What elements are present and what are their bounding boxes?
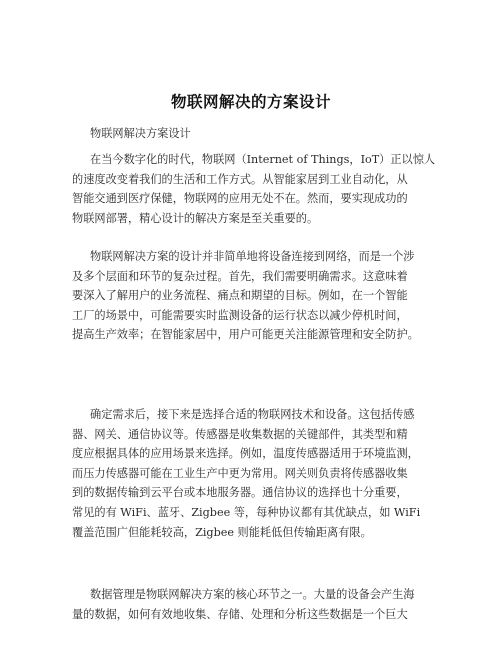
- document-subtitle: 物联网解决方案设计: [90, 127, 191, 140]
- paragraph-line: 的速度改变着我们的生活和工作方式。从智能家居到工业自动化，从: [72, 172, 408, 186]
- paragraph-2: [72, 247, 452, 345]
- paragraph-line: 物联网部署，精心设计的解决方案是至关重要的。: [72, 211, 319, 225]
- paragraph-line: 覆盖范围广但能耗较高，Zigbee 则能耗低但传输距离有限。: [72, 525, 372, 539]
- paragraph-line: 确定需求后，接下来是选择合适的物联网技术和设备。这包括传感: [90, 408, 415, 421]
- paragraph-line: 要深入了解用户的业务流程、痛点和期望的目标。例如，在一个智能: [72, 289, 408, 303]
- paragraph-4: [72, 585, 452, 624]
- paragraph-line: 器、网关、通信协议等。传感器是收集数据的关键部件，其类型和精: [72, 427, 408, 441]
- paragraph-line: 及多个层面和环节的复杂过程。首先，我们需要明确需求。这意味着: [72, 269, 408, 283]
- paragraph-line: 常见的有 WiFi、蓝牙、Zigbee 等，每种协议都有其优缺点，如 WiFi: [72, 505, 421, 519]
- paragraph-line: 在当今数字化的时代，物联网（Internet of Things，IoT）正以惊人: [90, 153, 436, 166]
- paragraph-line: 数据管理是物联网解决方案的核心环节之一。大量的设备会产生海: [90, 588, 415, 601]
- paragraph-line: 提高生产效率；在智能家居中，用户可能更关注能源管理和安全防护。: [72, 328, 419, 342]
- paragraph-line: 智能交通到医疗保健，物联网的应用无处不在。然而，要实现成功的: [72, 192, 408, 206]
- paragraph-line: 工厂的场景中，可能需要实时监测设备的运行状态以减少停机时间，: [72, 308, 408, 322]
- paragraph-line: 度应根据具体的应用场景来选择。例如，温度传感器适用于环境监测，: [72, 447, 419, 461]
- paragraph-line: 到的数据传输到云平台或本地服务器。通信协议的选择也十分重要，: [72, 486, 408, 500]
- document-title: 物联网解决的方案设计: [170, 93, 331, 111]
- paragraph-1: [72, 150, 452, 228]
- paragraph-line: 而压力传感器可能在工业生产中更为常用。网关则负责将传感器收集: [72, 466, 408, 480]
- paragraph-line: 量的数据，如何有效地收集、存储、处理和分析这些数据是一个巨大: [72, 607, 408, 621]
- paragraph-line: 物联网解决方案的设计并非简单地将设备连接到网络，而是一个涉: [90, 250, 415, 263]
- paragraph-3: [72, 405, 452, 542]
